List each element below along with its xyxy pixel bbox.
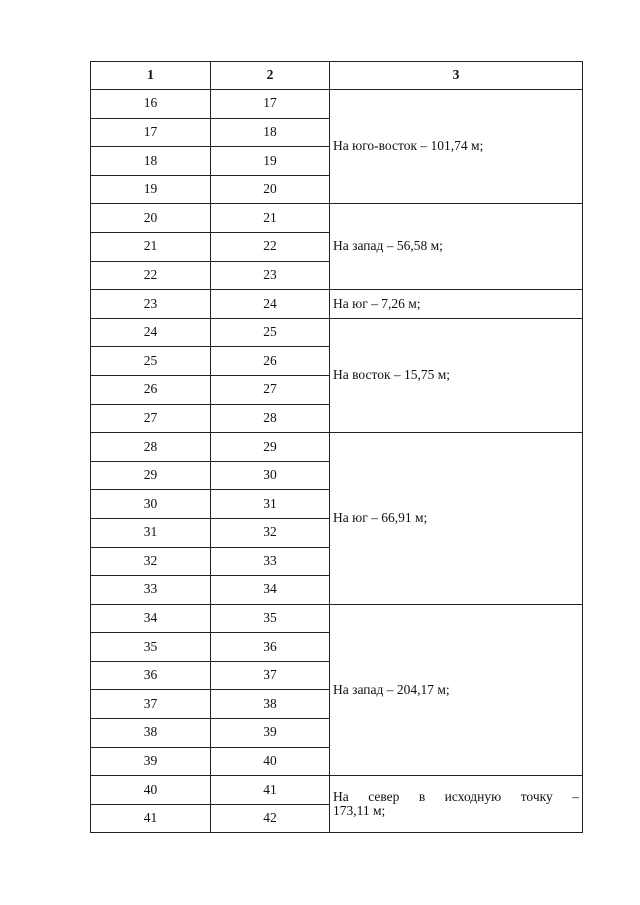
direction-distance-cell: На юг – 7,26 м;	[330, 290, 583, 319]
to-point-cell: 29	[211, 433, 330, 462]
to-point-cell: 40	[211, 747, 330, 776]
to-point-cell: 26	[211, 347, 330, 376]
to-point-cell: 31	[211, 490, 330, 519]
from-point-cell: 32	[91, 547, 211, 576]
to-point-cell: 33	[211, 547, 330, 576]
to-point-cell: 42	[211, 804, 330, 833]
to-point-cell: 27	[211, 375, 330, 404]
from-point-cell: 30	[91, 490, 211, 519]
direction-distance-cell: На восток – 15,75 м;	[330, 318, 583, 432]
from-point-cell: 28	[91, 433, 211, 462]
to-point-cell: 38	[211, 690, 330, 719]
table-row	[91, 204, 583, 233]
from-point-cell: 26	[91, 375, 211, 404]
from-point-cell: 29	[91, 461, 211, 490]
to-point-cell: 21	[211, 204, 330, 233]
from-point-cell: 19	[91, 175, 211, 204]
from-point-cell: 24	[91, 318, 211, 347]
to-point-cell: 18	[211, 118, 330, 147]
to-point-cell: 20	[211, 175, 330, 204]
from-point-cell: 36	[91, 661, 211, 690]
to-point-cell: 35	[211, 604, 330, 633]
to-point-cell: 37	[211, 661, 330, 690]
from-point-cell: 16	[91, 90, 211, 119]
direction-distance-cell: На запад – 56,58 м;	[330, 204, 583, 290]
header-row	[91, 62, 583, 90]
from-point-cell: 34	[91, 604, 211, 633]
column-header-to-point: 2	[211, 62, 330, 90]
from-point-cell: 18	[91, 147, 211, 176]
from-point-cell: 35	[91, 633, 211, 662]
to-point-cell: 41	[211, 776, 330, 805]
from-point-cell: 21	[91, 232, 211, 261]
to-point-cell: 39	[211, 719, 330, 748]
from-point-cell: 31	[91, 518, 211, 547]
to-point-cell: 32	[211, 518, 330, 547]
direction-distance-cell: На юг – 66,91 м;	[330, 433, 583, 605]
from-point-cell: 40	[91, 776, 211, 805]
description-word: исходную	[444, 788, 502, 804]
to-point-cell: 19	[211, 147, 330, 176]
from-point-cell: 20	[91, 204, 211, 233]
from-point-cell: 41	[91, 804, 211, 833]
to-point-cell: 22	[211, 232, 330, 261]
to-point-cell: 24	[211, 290, 330, 319]
description-word: точку	[520, 788, 553, 804]
from-point-cell: 17	[91, 118, 211, 147]
from-point-cell: 39	[91, 747, 211, 776]
table-row	[91, 318, 583, 347]
direction-distance-cell	[330, 776, 583, 833]
direction-distance-cell: На юго-восток – 101,74 м;	[330, 90, 583, 204]
table-row	[91, 290, 583, 319]
table-row	[91, 776, 583, 805]
boundary-segments-table	[90, 61, 583, 833]
to-point-cell: 36	[211, 633, 330, 662]
to-point-cell: 25	[211, 318, 330, 347]
column-header-from-point: 1	[91, 62, 211, 90]
from-point-cell: 23	[91, 290, 211, 319]
description-word: –	[572, 788, 579, 804]
table-row	[91, 433, 583, 462]
direction-distance-cell: На запад – 204,17 м;	[330, 604, 583, 776]
from-point-cell: 38	[91, 719, 211, 748]
from-point-cell: 37	[91, 690, 211, 719]
table-row	[91, 604, 583, 633]
from-point-cell: 22	[91, 261, 211, 290]
to-point-cell: 28	[211, 404, 330, 433]
description-line-2: 173,11 м;	[333, 803, 386, 819]
to-point-cell: 17	[211, 90, 330, 119]
to-point-cell: 34	[211, 576, 330, 605]
description-word: На	[333, 788, 349, 804]
to-point-cell: 23	[211, 261, 330, 290]
from-point-cell: 27	[91, 404, 211, 433]
column-header-description: 3	[330, 62, 583, 90]
from-point-cell: 33	[91, 576, 211, 605]
from-point-cell: 25	[91, 347, 211, 376]
to-point-cell: 30	[211, 461, 330, 490]
description-word: север	[368, 788, 400, 804]
description-line-1	[333, 790, 579, 805]
description-word: в	[418, 788, 426, 804]
table-row	[91, 90, 583, 119]
